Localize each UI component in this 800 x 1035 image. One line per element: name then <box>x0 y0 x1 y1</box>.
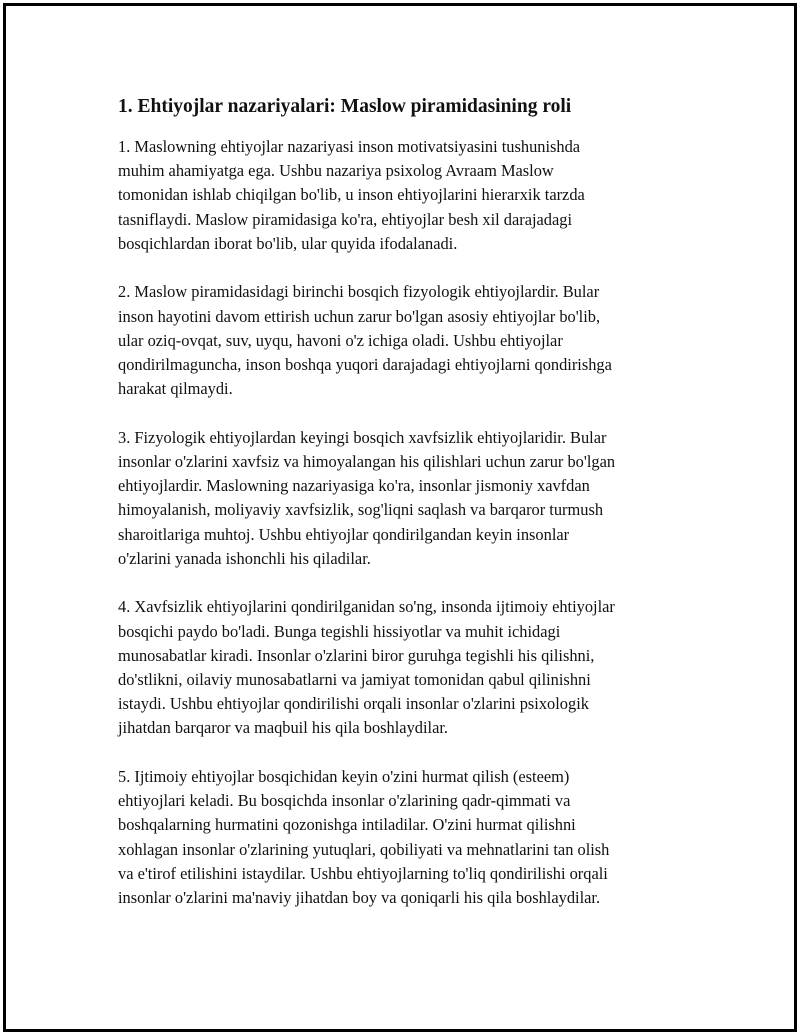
paragraph-line: ular oziq-ovqat, suv, uyqu, havoni o'z ichiga oladi. Ushbu ehtiyojlar <box>118 330 563 350</box>
paragraph-3 <box>118 426 688 571</box>
paragraph-line: muhim ahamiyatga ega. Ushbu nazariya psixolog Avraam Maslow <box>118 161 554 181</box>
paragraph-line: o'zlarini yanada ishonchli his qiladilar. <box>118 548 371 568</box>
paragraph-line: harakat qilmaydi. <box>118 379 233 399</box>
paragraph-line: 3. Fizyologik ehtiyojlardan keyingi bosqich xavfsizlik ehtiyojlaridir. Bular <box>118 427 607 447</box>
paragraph-line: do'stlikni, oilaviy munosabatlarni va jamiyat tomonidan qabul qilinishni <box>118 670 591 690</box>
paragraph-line: tomonidan ishlab chiqilgan bo'lib, u inson ehtiyojlarini hierarxik tarzda <box>118 185 585 205</box>
paragraph-line: 4. Xavfsizlik ehtiyojlarini qondirilganidan so'ng, insonda ijtimoiy ehtiyojlar <box>118 597 615 617</box>
paragraph-line: va e'tirof etilishini istaydilar. Ushbu ehtiyojlarning to'liq qondirilishi orqali <box>118 863 608 883</box>
paragraph-4 <box>118 595 688 740</box>
paragraph-line: insonlar o'zlarini ma'naviy jihatdan boy va qoniqarli his qila boshlaydilar. <box>118 888 601 908</box>
paragraph-line: sharoitlariga muhtoj. Ushbu ehtiyojlar qondirilgandan keyin insonlar <box>118 524 570 544</box>
paragraph-line: bosqichi paydo bo'ladi. Bunga tegishli hissiyotlar va muhit ichidagi <box>118 621 561 641</box>
paragraph-line: 1. Maslowning ehtiyojlar nazariyasi inson motivatsiyasini tushunishda <box>118 137 581 156</box>
document-body <box>118 95 688 935</box>
paragraph-1 <box>118 135 688 256</box>
section-heading: 1. Ehtiyojlar nazariyalari: Maslow piramidasining roli <box>118 96 572 117</box>
paragraph-line: munosabatlar kiradi. Insonlar o'zlarini biror guruhga tegishli his qilishni, <box>118 645 595 665</box>
paragraph-line: qondirilmaguncha, inson boshqa yuqori darajadagi ehtiyojlarni qondirishga <box>118 355 612 375</box>
paragraph-line: inson hayotini davom ettirish uchun zarur bo'lgan asosiy ehtiyojlar bo'lib, <box>118 306 601 326</box>
paragraph-line: himoyalanish, moliyaviy xavfsizlik, sog'liqni saqlash va barqaror turmush <box>118 500 604 520</box>
paragraph-5 <box>118 765 688 910</box>
paragraph-line: 2. Maslow piramidasidagi birinchi bosqich fizyologik ehtiyojlardir. Bular <box>118 282 600 302</box>
paragraph-line: tasniflaydi. Maslow piramidasiga ko'ra, ehtiyojlar besh xil darajadagi <box>118 209 573 229</box>
paragraph-line: jihatdan barqaror va maqbuil his qila boshlaydilar. <box>118 718 449 738</box>
paragraph-line: insonlar o'zlarini xavfsiz va himoyalangan his qilishlari uchun zarur bo'lgan <box>118 452 616 472</box>
paragraph-2 <box>118 280 688 401</box>
paragraph-line: ehtiyojlardir. Maslowning nazariyasiga ko'ra, insonlar jismoniy xavfdan <box>118 476 590 496</box>
paragraph-line: ehtiyojlari keladi. Bu bosqichda insonlar o'zlarining qadr-qimmati va <box>118 791 571 811</box>
paragraph-line: 5. Ijtimoiy ehtiyojlar bosqichidan keyin o'zini hurmat qilish (esteem) <box>118 767 570 787</box>
paragraph-line: istaydi. Ushbu ehtiyojlar qondirilishi orqali insonlar o'zlarini psixologik <box>118 694 589 714</box>
paragraph-line: xohlagan insonlar o'zlarining yutuqlari, qobiliyati va mehnatlarini tan olish <box>118 839 610 859</box>
paragraph-line: bosqichlardan iborat bo'lib, ular quyida ifodalanadi. <box>118 233 458 253</box>
paragraph-line: boshqalarning hurmatini qozonishga intiladilar. O'zini hurmat qilishni <box>118 815 576 835</box>
